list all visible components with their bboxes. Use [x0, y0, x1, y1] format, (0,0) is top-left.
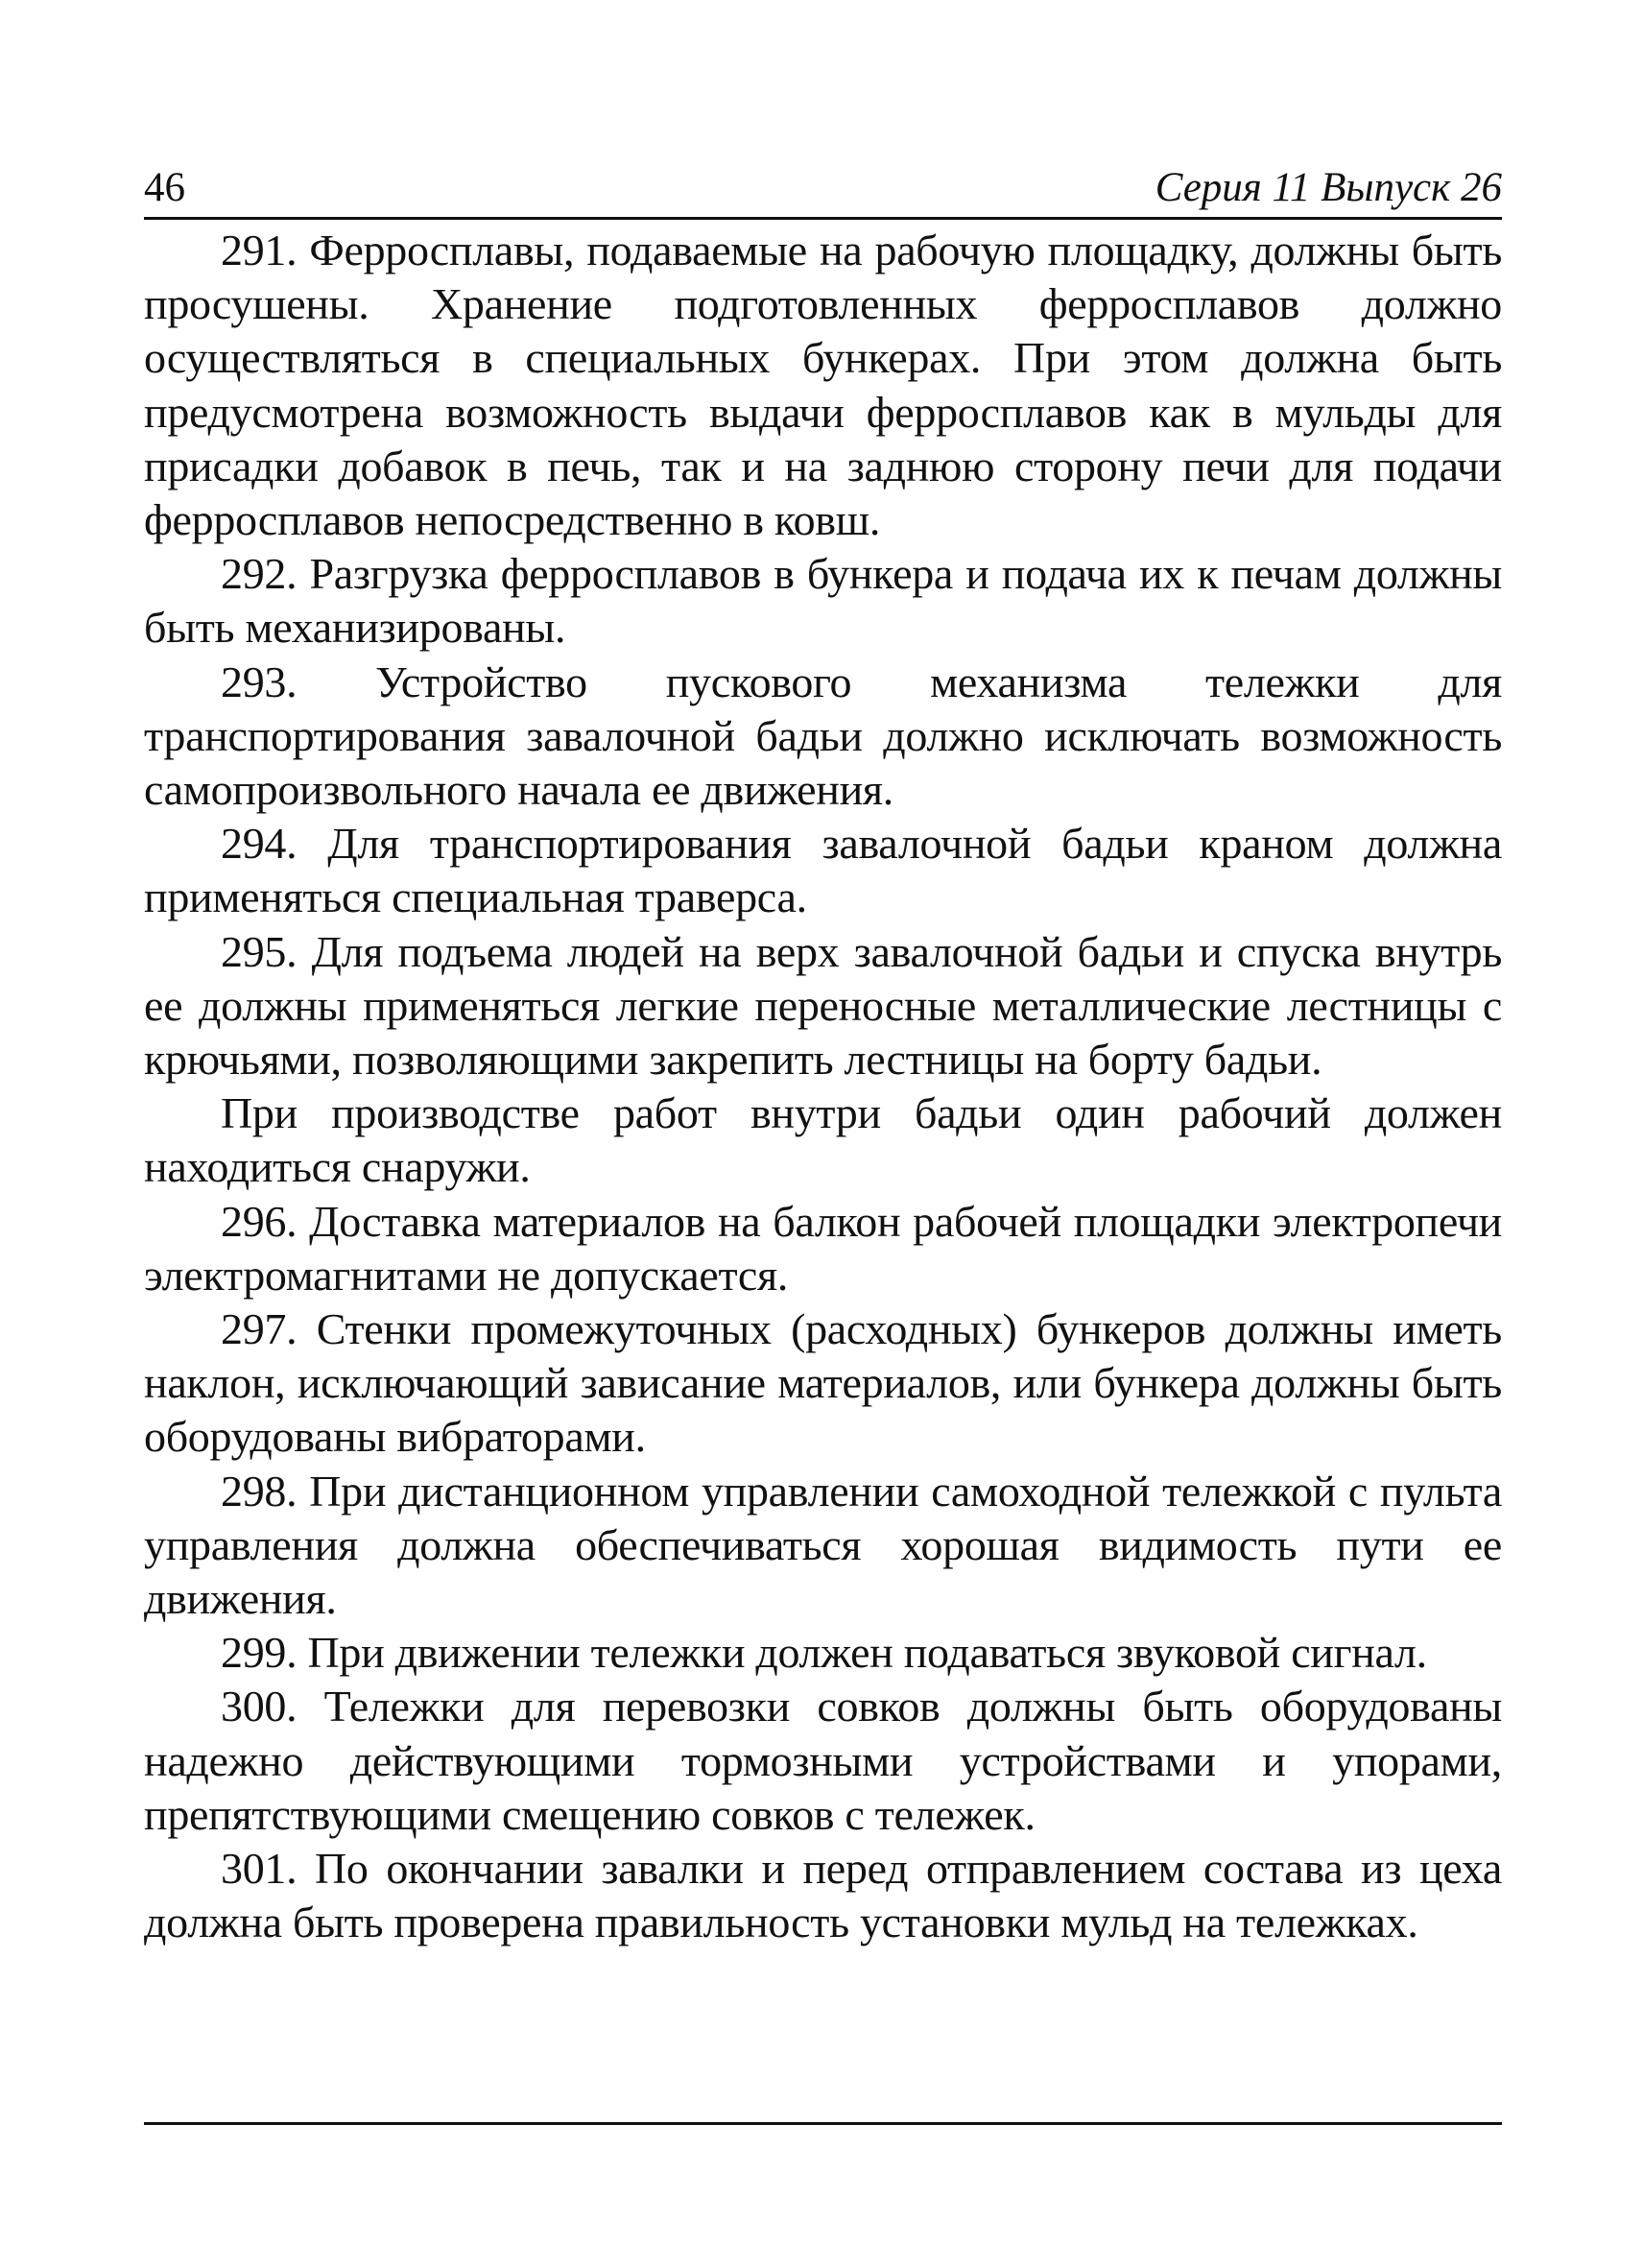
paragraph-294: 294. Для транспортирования завалочной бадьи краном должна применяться специальная траверса.	[144, 819, 1502, 922]
series-title: Серия 11 Выпуск 26	[1155, 165, 1502, 210]
document-page	[144, 163, 1502, 1950]
page-number: 46	[144, 165, 185, 210]
paragraph-301: 301. По окончании завалки и перед отправлением состава из цеха должна быть проверена правильность установки мульд на тележках.	[144, 1844, 1502, 1947]
paragraph-292: 292. Разгрузка ферросплавов в бункера и подача их к печам должны быть механизированы.	[144, 549, 1502, 653]
bottom-rule	[144, 2122, 1502, 2125]
paragraph-296: 296. Доставка материалов на балкон рабочей площадки электропечи электромагнитами не допускается.	[144, 1196, 1502, 1300]
paragraph-293: 293. Устройство пускового механизма тележки для транспортирования завалочной бадьи должно исключать возможность самопроизвольного начала ее движения.	[144, 657, 1502, 815]
paragraph-298: 298. При дистанционном управлении самоходной тележкой с пульта управления должна обеспечиваться хорошая видимость пути ее движения.	[144, 1466, 1502, 1624]
paragraph-300: 300. Тележки для перевозки совков должны быть оборудованы надежно действующими тормозными устройствами и упорами, препятствующими смещению совков с тележек.	[144, 1682, 1502, 1839]
paragraph-297: 297. Стенки промежуточных (расходных) бункеров должны иметь наклон, исключающий зависание материалов, или бункера должны быть оборудованы вибраторами.	[144, 1304, 1502, 1462]
paragraph-295: 295. Для подъема людей на верх завалочной бадьи и спуска внутрь ее должны применяться легкие переносные металлические лестницы с крючьями, позволяющими закрепить лестницы на борту бадьи.	[144, 926, 1502, 1085]
paragraph-295-note: При производстве работ внутри бадьи один рабочий должен находиться снаружи.	[144, 1088, 1502, 1192]
paragraph-299: 299. При движении тележки должен подаваться звуковой сигнал.	[221, 1628, 1427, 1678]
body-text	[144, 224, 1502, 1950]
paragraph-291: 291. Ферросплавы, подаваемые на рабочую площадку, должны быть просушены. Хранение подготовленных ферросплавов должно осуществляться в специальных бункерах. При этом должна быть предусмотрена возможность выдачи ферросплавов как в мульды для присадки добавок в печь, так и на заднюю сторону печи для подачи ферросплавов непосредственно в ковш.	[144, 226, 1502, 545]
page-header	[144, 163, 1502, 220]
